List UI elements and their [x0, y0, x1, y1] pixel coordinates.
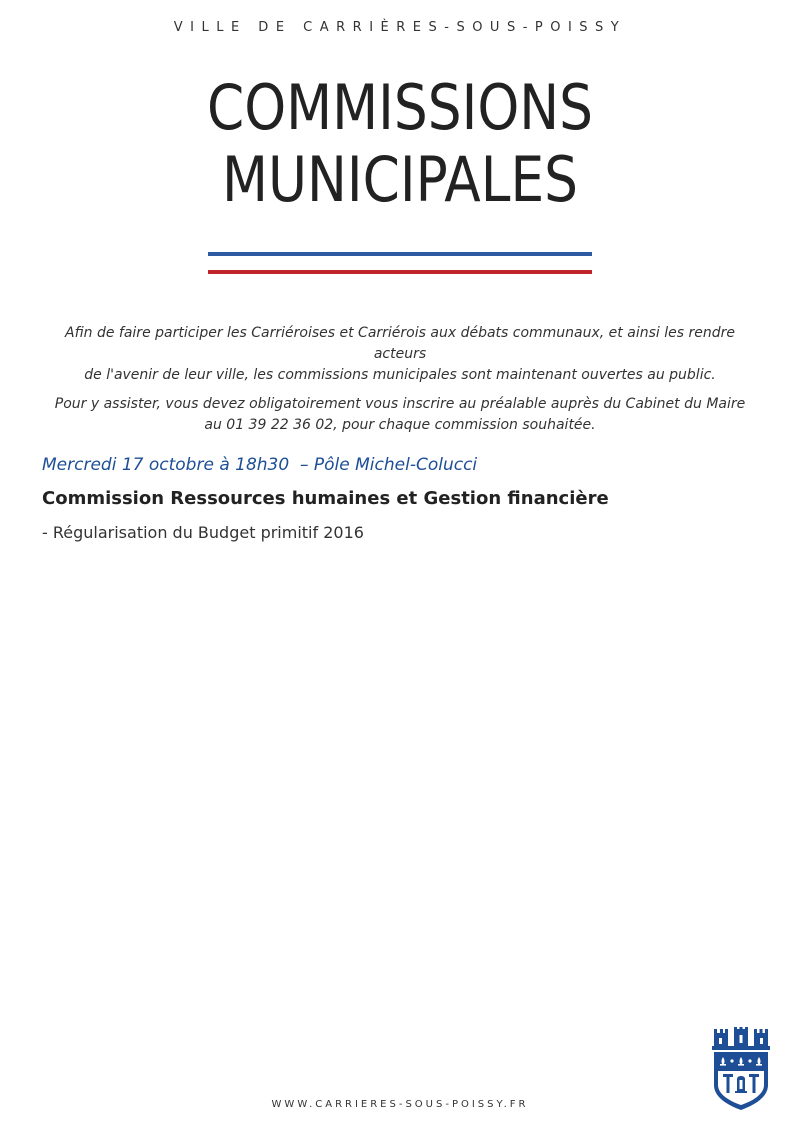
header-ville-name: VILLE DE CARRIÈRES-SOUS-POISSY [173, 20, 627, 35]
footer-website-url: WWW.CARRIERES-SOUS-POISSY.FR [271, 1099, 529, 1110]
page-title-line-2: MUNICIPALES [221, 143, 579, 216]
agenda-item: - Régularisation du Budget primitif 2016 [42, 523, 364, 542]
intro-paragraph-1: Afin de faire participer les Carriéroises et Carriérois aux débats communaux, et ainsi les rendre acteurs de l'avenir de leur ville, les commissions municipales sont maintenant ouvertes au public. [65, 325, 735, 383]
divider-red-line [208, 270, 592, 274]
page-title-line-1: COMMISSIONS [206, 71, 594, 144]
event-title: Commission Ressources humaines et Gestion financière [42, 488, 609, 509]
intro-paragraph-2: Pour y assister, vous devez obligatoirement vous inscrire au préalable auprès du Cabinet du Maire au 01 39 22 36 02, pour chaque commission souhaitée. [54, 396, 746, 433]
divider-blue-line [208, 252, 592, 256]
commission-event [42, 453, 762, 544]
event-date-location: Mercredi 17 octobre à 18h30 – Pôle Michel-Colucci [42, 455, 478, 475]
intro-text [40, 323, 760, 444]
page-title [56, 72, 744, 216]
